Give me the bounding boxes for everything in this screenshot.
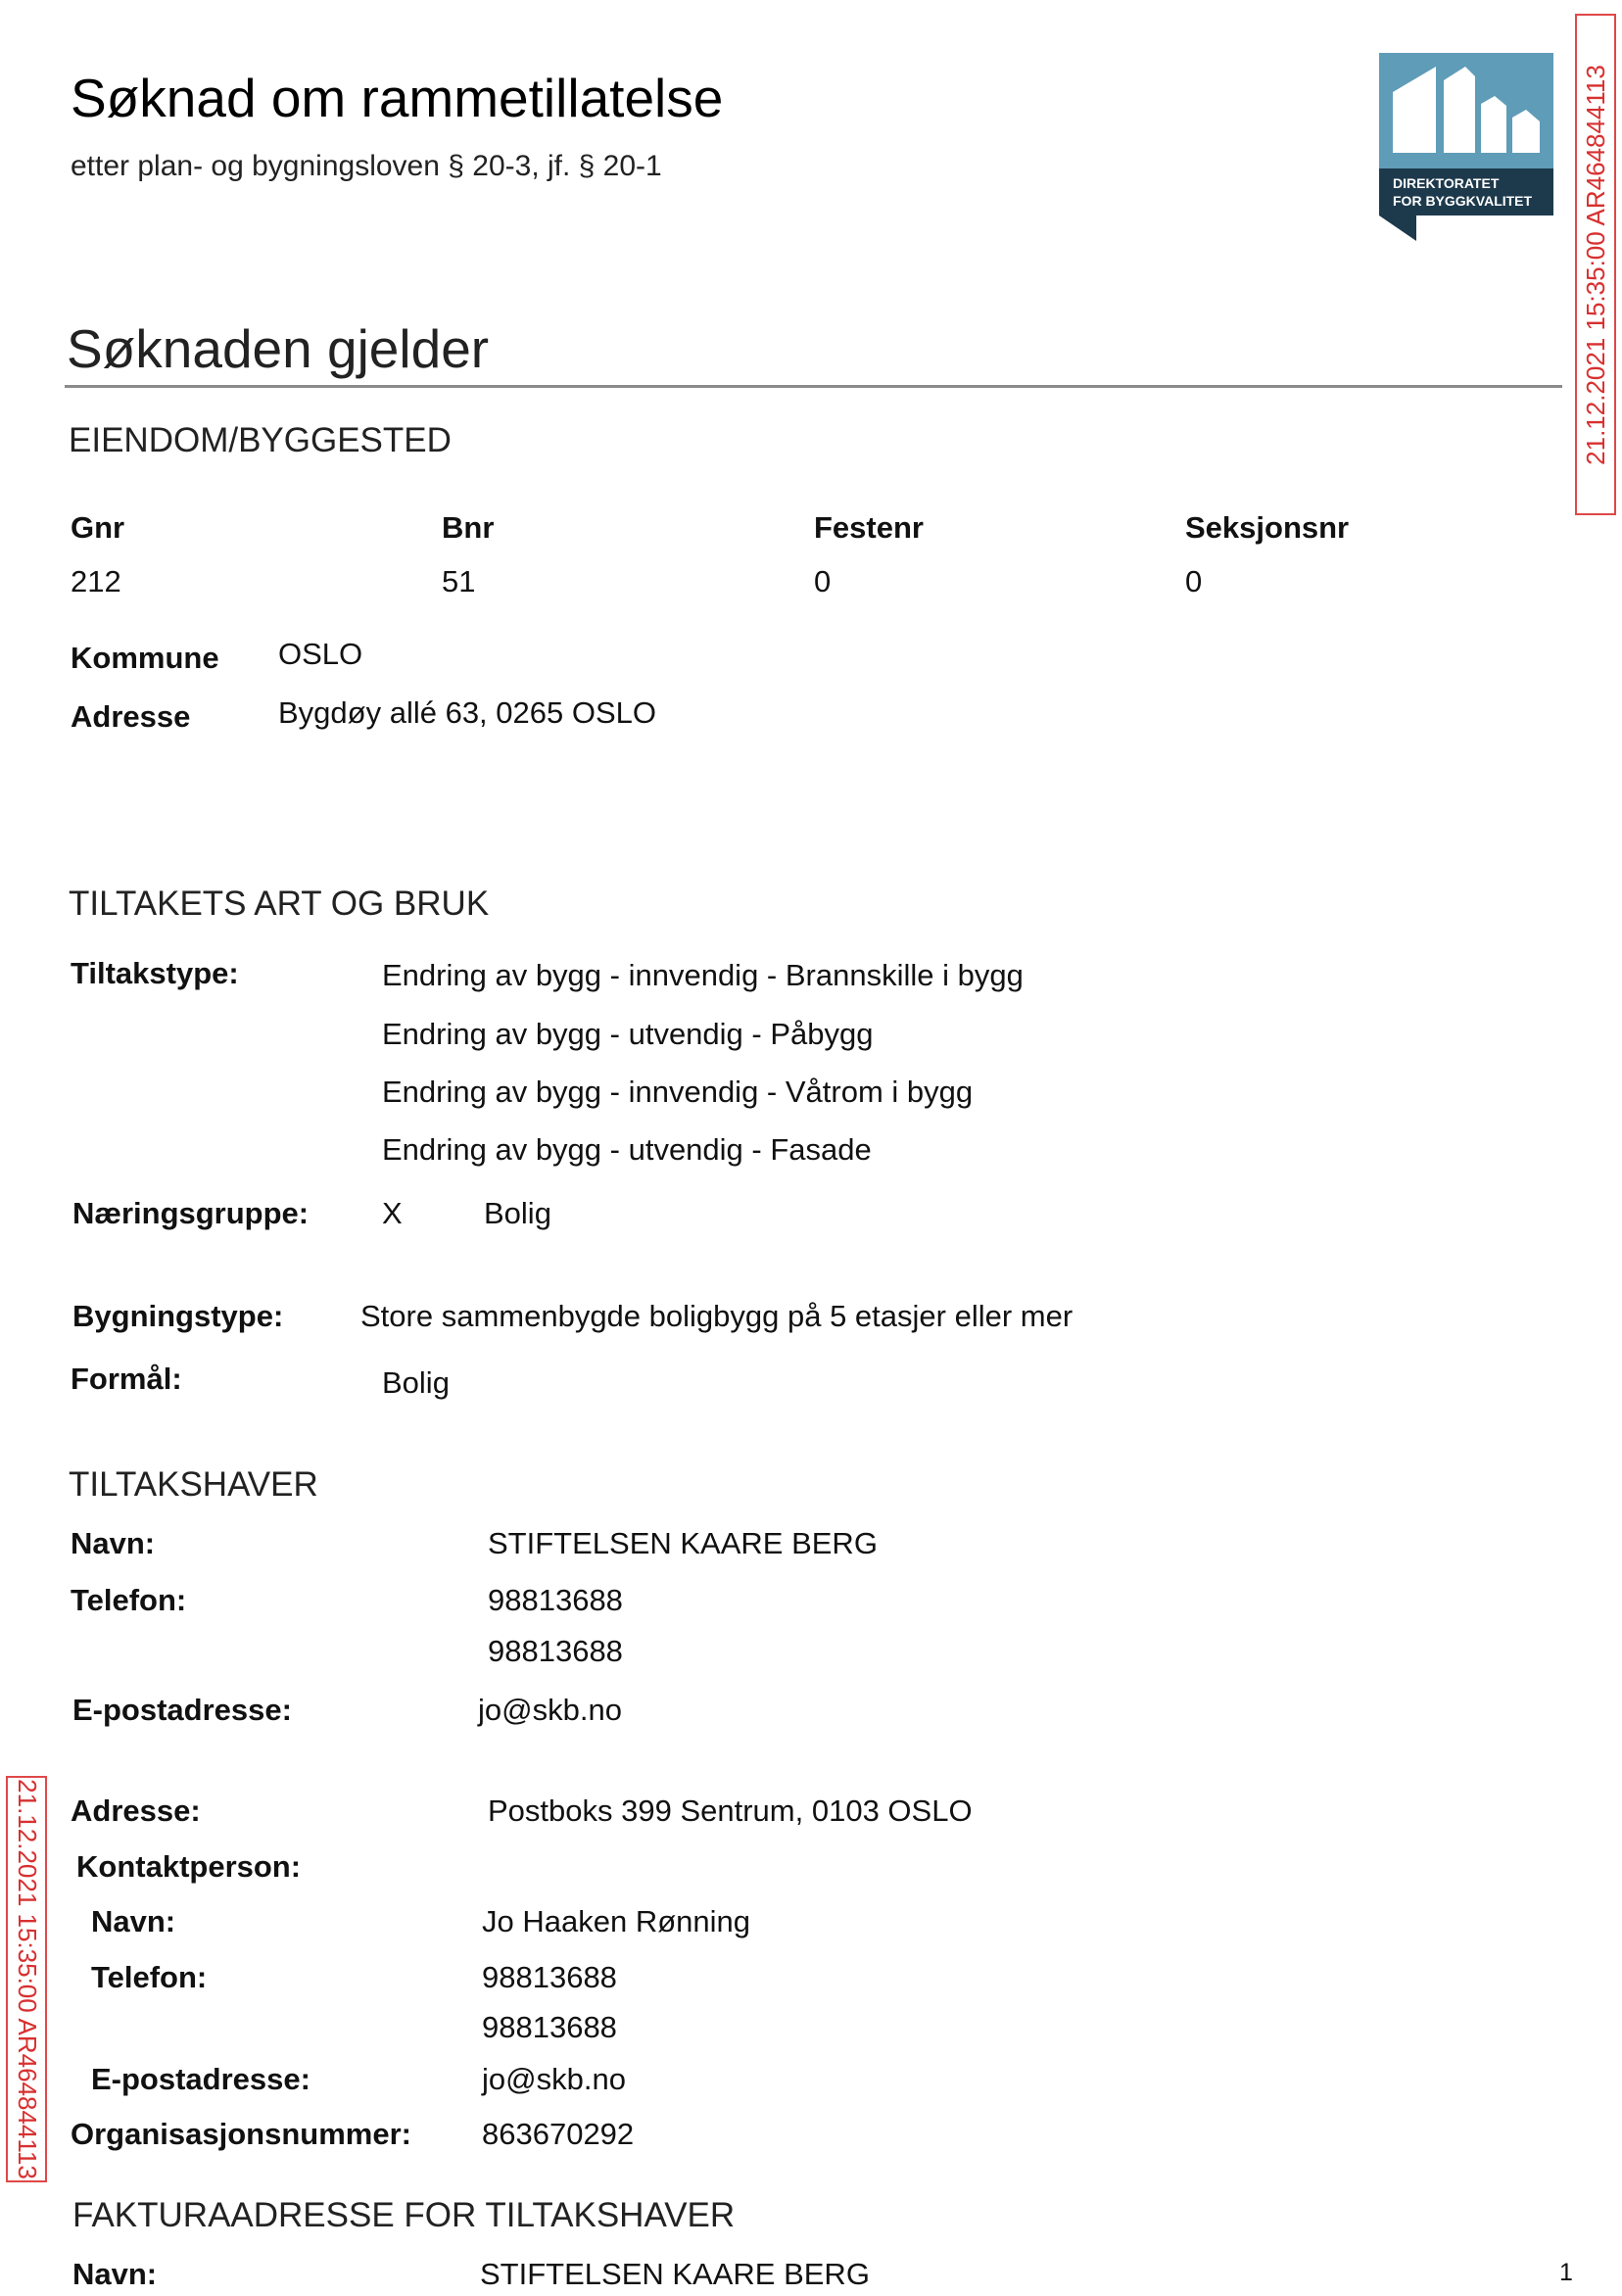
document-title: Søknad om rammetillatelse [71, 68, 724, 128]
orgnr-label: Organisasjonsnummer: [71, 2117, 411, 2151]
section-divider [65, 385, 1562, 388]
kontakt-navn-label: Navn: [91, 1904, 176, 1938]
tiltakstype-item: Endring av bygg - innvendig - Våtrom i bygg [382, 1075, 974, 1109]
gnr-label: Gnr [71, 510, 125, 545]
tiltakshaver-epost-value: jo@skb.no [478, 1693, 622, 1727]
page-number: 1 [1559, 2259, 1573, 2286]
kontaktperson-label: Kontaktperson: [76, 1849, 302, 1884]
naeringsgruppe-value: Bolig [484, 1196, 551, 1230]
heading-tiltakshaver: TILTAKSHAVER [69, 1465, 318, 1504]
formal-label: Formål: [71, 1362, 182, 1396]
bnr-label: Bnr [442, 510, 495, 545]
bnr-value: 51 [442, 564, 476, 598]
kontakt-navn-value: Jo Haaken Rønning [482, 1904, 750, 1938]
tiltakshaver-telefon-label: Telefon: [71, 1583, 187, 1617]
logo-line1: DIREKTORATET [1393, 175, 1500, 191]
festenr-label: Festenr [814, 510, 924, 545]
kommune-label: Kommune [71, 641, 219, 675]
kontakt-telefon-value: 98813688 [482, 2010, 617, 2044]
tiltakstype-item: Endring av bygg - utvendig - Fasade [382, 1132, 872, 1167]
section-title: Søknaden gjelder [67, 318, 490, 379]
tiltakshaver-navn-value: STIFTELSEN KAARE BERG [488, 1526, 878, 1560]
orgnr-value: 863670292 [482, 2117, 635, 2151]
adresse-label: Adresse [71, 699, 191, 734]
naeringsgruppe-code: X [382, 1196, 403, 1230]
receipt-stamp-text: 21.12.2021 15:35:00 AR464844113 [12, 1779, 42, 2179]
logo-line2: FOR BYGGKVALITET [1393, 193, 1533, 209]
tiltakshaver-telefon-value: 98813688 [488, 1583, 623, 1617]
tiltakstype-item: Endring av bygg - innvendig - Brannskille i bygg [382, 958, 1024, 992]
adresse-value: Bygdøy allé 63, 0265 OSLO [278, 695, 657, 730]
tiltakshaver-telefon-value: 98813688 [488, 1634, 623, 1668]
kontakt-telefon-label: Telefon: [91, 1960, 208, 1994]
seksjonsnr-value: 0 [1185, 564, 1203, 598]
kontakt-epost-label: E-postadresse: [91, 2062, 310, 2096]
faktura-navn-label: Navn: [72, 2257, 158, 2291]
kontakt-epost-value: jo@skb.no [482, 2062, 626, 2096]
tiltakstype-item: Endring av bygg - utvendig - Påbygg [382, 1017, 874, 1051]
receipt-stamp-left [6, 1776, 47, 2182]
tiltakshaver-adresse-label: Adresse: [71, 1794, 201, 1828]
document-subtitle: etter plan- og bygningsloven § 20-3, jf. § 20-1 [71, 150, 662, 182]
heading-eiendom: EIENDOM/BYGGESTED [69, 421, 452, 459]
kommune-value: OSLO [278, 637, 363, 671]
tiltakshaver-epost-label: E-postadresse: [72, 1693, 292, 1727]
tiltakshaver-navn-label: Navn: [71, 1526, 156, 1560]
dibk-logo-mark [1379, 53, 1553, 241]
faktura-navn-value: STIFTELSEN KAARE BERG [480, 2257, 870, 2291]
dibk-logo [1379, 53, 1553, 241]
bygningstype-value: Store sammenbygde boligbygg på 5 etasjer eller mer [360, 1299, 1073, 1333]
naeringsgruppe-label: Næringsgruppe: [72, 1196, 310, 1230]
tiltakshaver-adresse-value: Postboks 399 Sentrum, 0103 OSLO [488, 1794, 973, 1828]
kontakt-telefon-value: 98813688 [482, 1960, 617, 1994]
receipt-stamp-text: 21.12.2021 15:35:00 AR464844113 [1580, 64, 1610, 465]
heading-tiltak: TILTAKETS ART OG BRUK [69, 885, 490, 923]
bygningstype-label: Bygningstype: [72, 1299, 284, 1333]
gnr-value: 212 [71, 564, 121, 598]
festenr-value: 0 [814, 564, 832, 598]
seksjonsnr-label: Seksjonsnr [1185, 510, 1350, 545]
receipt-stamp-right [1575, 14, 1616, 515]
heading-faktura: FAKTURAADRESSE FOR TILTAKSHAVER [72, 2196, 736, 2234]
formal-value: Bolig [382, 1365, 450, 1400]
tiltakstype-label: Tiltakstype: [71, 956, 239, 990]
